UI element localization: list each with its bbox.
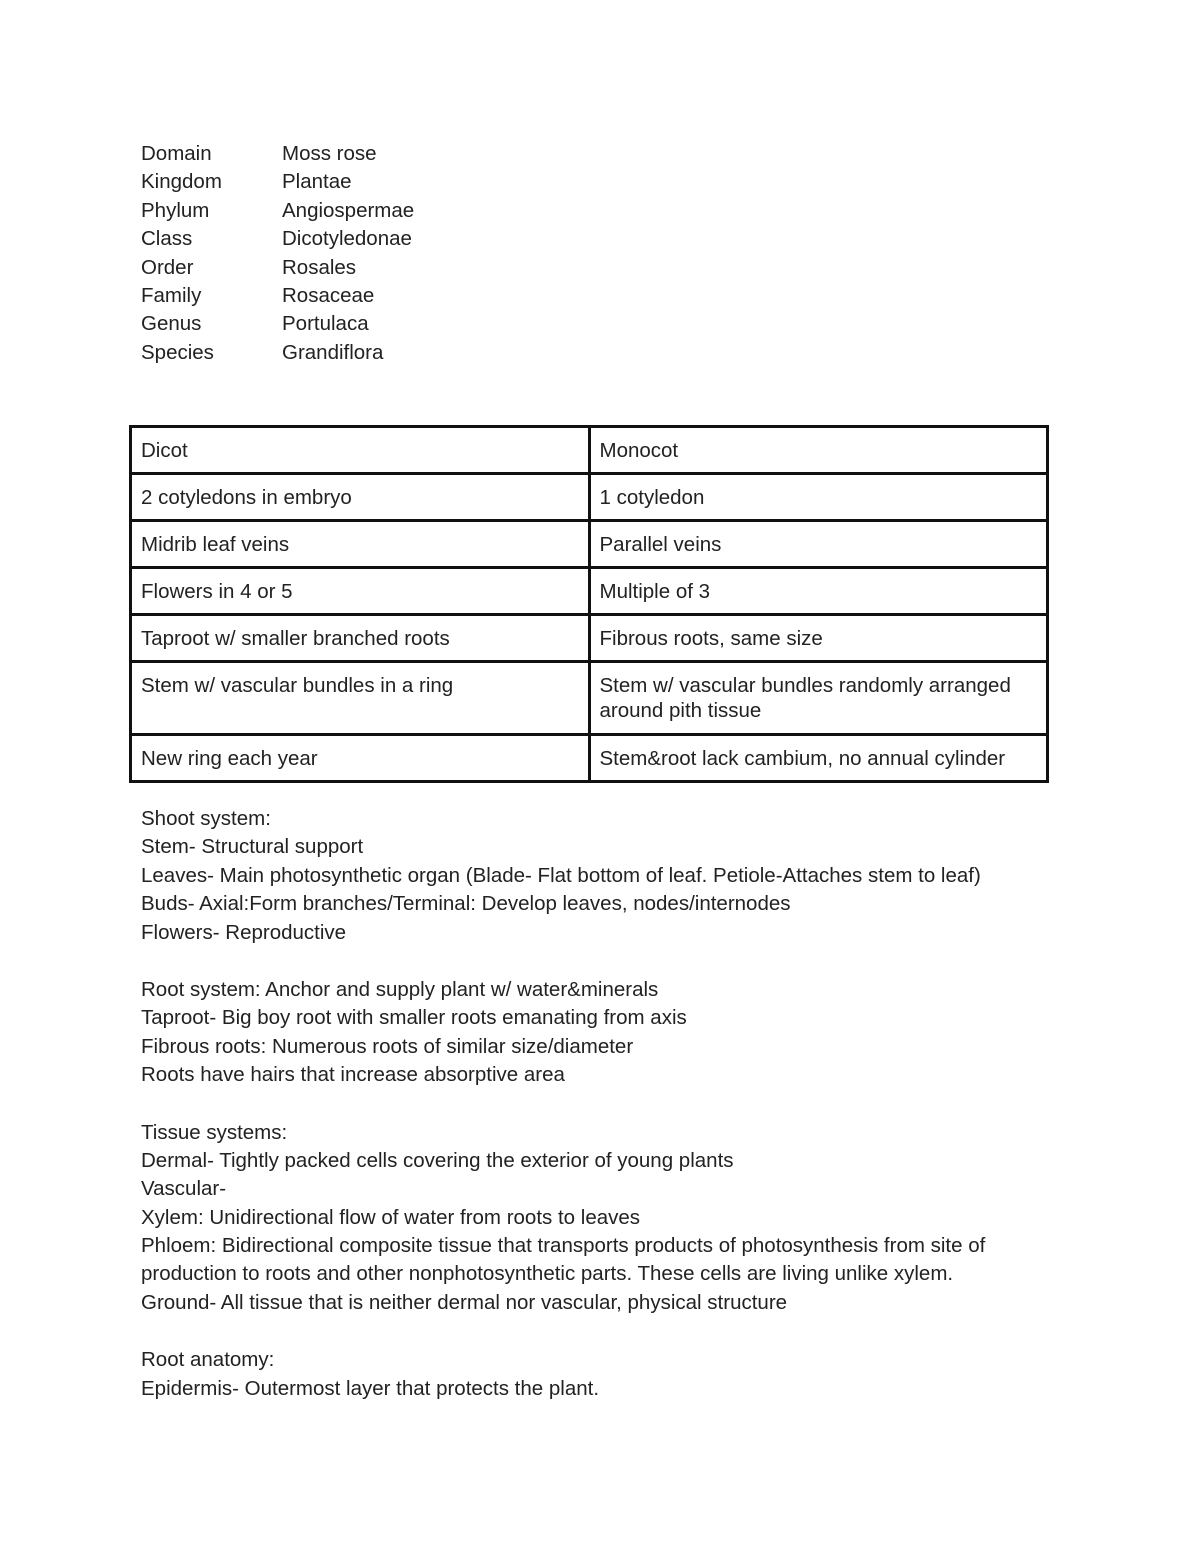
note-line: Flowers- Reproductive bbox=[141, 920, 347, 944]
note-line: Ground- All tissue that is neither dermal nor vascular, physical structure bbox=[141, 1290, 788, 1314]
root-anatomy-heading: Root anatomy: bbox=[141, 1348, 275, 1372]
table-cell-monocot: Fibrous roots, same size bbox=[589, 615, 1048, 662]
note-line: Leaves- Main photosynthetic organ (Blade- Flat bottom of leaf. Petiole-Attaches stem to leaf) bbox=[141, 863, 981, 887]
table-cell-monocot: Stem w/ vascular bundles randomly arranged around pith tissue bbox=[589, 662, 1048, 735]
note-line: Buds- Axial:Form branches/Terminal: Develop leaves, nodes/internodes bbox=[141, 892, 791, 916]
taxonomy-list bbox=[141, 140, 414, 367]
note-line: Fibrous roots: Numerous roots of similar size/diameter bbox=[141, 1034, 634, 1058]
taxonomy-row bbox=[141, 225, 414, 253]
table-cell-dicot: Stem w/ vascular bundles in a ring bbox=[131, 662, 590, 735]
table-cell-dicot: Flowers in 4 or 5 bbox=[131, 568, 590, 615]
table-row bbox=[131, 568, 1048, 615]
taxonomy-value: Moss rose bbox=[282, 142, 377, 165]
note-line: Stem- Structural support bbox=[141, 835, 364, 859]
tissue-systems-notes bbox=[141, 1119, 1061, 1318]
note-line: Roots have hairs that increase absorptive area bbox=[141, 1063, 565, 1087]
note-line: Phloem: Bidirectional composite tissue that transports products of photosynthesis from site of bbox=[141, 1234, 986, 1258]
note-line: Vascular- bbox=[141, 1177, 227, 1201]
table-row bbox=[131, 735, 1048, 782]
root-system-heading: Root system: Anchor and supply plant w/ water&minerals bbox=[141, 977, 659, 1001]
taxonomy-row bbox=[141, 254, 414, 282]
note-line: Xylem: Unidirectional flow of water from roots to leaves bbox=[141, 1205, 641, 1229]
table-cell-dicot: Midrib leaf veins bbox=[131, 521, 590, 568]
taxonomy-value: Rosaceae bbox=[282, 283, 375, 307]
taxonomy-rank: Species bbox=[141, 340, 214, 364]
table-cell-dicot: Taproot w/ smaller branched roots bbox=[131, 615, 590, 662]
taxonomy-rank: Class bbox=[141, 227, 193, 251]
paragraph-gap bbox=[141, 947, 1061, 976]
table-cell-monocot: Parallel veins bbox=[589, 521, 1048, 568]
table-cell-dicot: New ring each year bbox=[131, 735, 590, 782]
table-row bbox=[131, 474, 1048, 521]
table-header-row bbox=[131, 427, 1048, 474]
root-anatomy-notes bbox=[141, 1346, 1061, 1403]
notes-section bbox=[141, 805, 1061, 1403]
root-system-notes bbox=[141, 976, 1061, 1090]
taxonomy-row bbox=[141, 339, 414, 367]
note-line: Taproot- Big boy root with smaller roots emanating from axis bbox=[141, 1006, 687, 1030]
table-row bbox=[131, 615, 1048, 662]
dicot-monocot-table bbox=[129, 425, 1049, 783]
taxonomy-value: Plantae bbox=[282, 170, 352, 194]
note-line: production to roots and other nonphotosynthetic parts. These cells are living unlike xylem. bbox=[141, 1262, 954, 1286]
tissue-systems-heading: Tissue systems: bbox=[141, 1120, 288, 1144]
taxonomy-rank: Phylum bbox=[141, 198, 210, 222]
shoot-system-notes bbox=[141, 805, 1061, 947]
taxonomy-row bbox=[141, 140, 414, 168]
taxonomy-row bbox=[141, 197, 414, 225]
table-cell-dicot: 2 cotyledons in embryo bbox=[131, 474, 590, 521]
taxonomy-value: Angiospermae bbox=[282, 198, 415, 222]
table-header-dicot: Dicot bbox=[131, 427, 590, 474]
table-cell-monocot: Stem&root lack cambium, no annual cylinder bbox=[589, 735, 1048, 782]
taxonomy-rank: Order bbox=[141, 255, 194, 279]
taxonomy-rank: Kingdom bbox=[141, 170, 222, 194]
table-header-monocot: Monocot bbox=[589, 427, 1048, 474]
taxonomy-value: Grandiflora bbox=[282, 340, 384, 364]
taxonomy-rank: Genus bbox=[141, 312, 202, 336]
taxonomy-row bbox=[141, 168, 414, 196]
taxonomy-rank: Domain bbox=[141, 142, 212, 165]
note-line: Dermal- Tightly packed cells covering the exterior of young plants bbox=[141, 1148, 734, 1172]
note-line: Epidermis- Outermost layer that protects the plant. bbox=[141, 1376, 600, 1400]
table-row bbox=[131, 662, 1048, 735]
taxonomy-value: Dicotyledonae bbox=[282, 227, 412, 251]
taxonomy-row bbox=[141, 310, 414, 338]
table-cell-monocot: Multiple of 3 bbox=[589, 568, 1048, 615]
taxonomy-row bbox=[141, 282, 414, 310]
table-cell-monocot: 1 cotyledon bbox=[589, 474, 1048, 521]
table-row bbox=[131, 521, 1048, 568]
taxonomy-value: Rosales bbox=[282, 255, 357, 279]
taxonomy-rank: Family bbox=[141, 283, 202, 307]
paragraph-gap bbox=[141, 1317, 1061, 1346]
shoot-system-heading: Shoot system: bbox=[141, 807, 271, 830]
paragraph-gap bbox=[141, 1090, 1061, 1119]
taxonomy-value: Portulaca bbox=[282, 312, 369, 336]
